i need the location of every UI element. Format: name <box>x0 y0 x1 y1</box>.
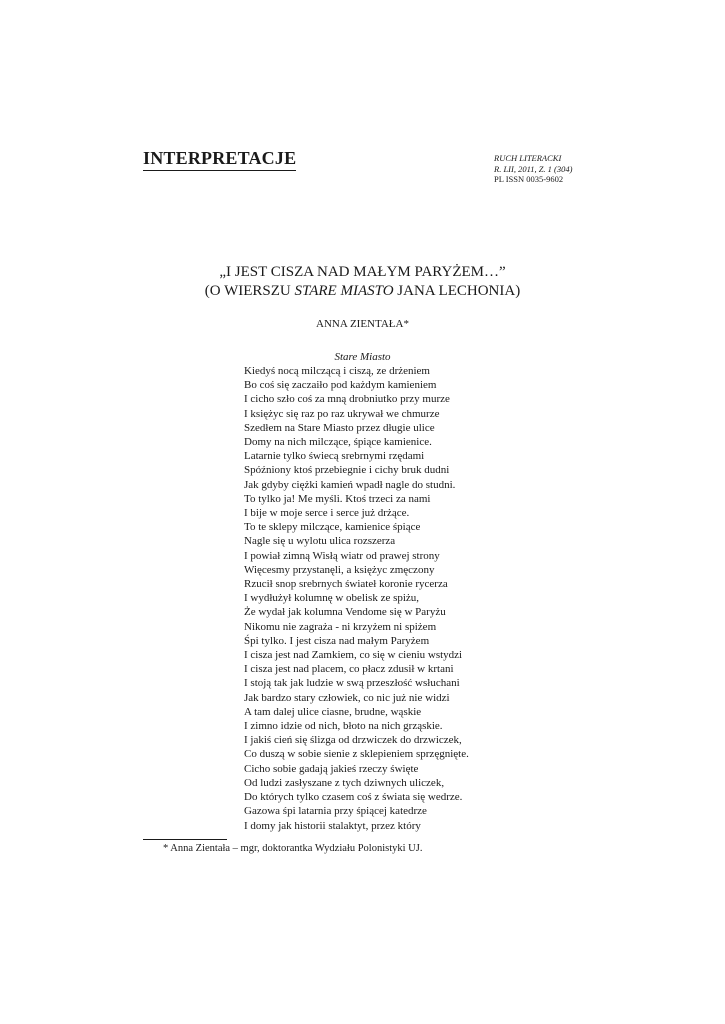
poem-line: I stoją tak jak ludzie w swą przeszłość wsłuchani <box>244 677 460 690</box>
poem-line: I księżyc się raz po raz ukrywał we chmurze <box>244 407 440 420</box>
poem-line: Jak bardzo stary człowiek, co nic już nie widzi <box>244 691 450 704</box>
poem-line: Domy na nich milczące, śpiące kamienice. <box>244 436 432 449</box>
poem-line: Cicho sobie gadają jakieś rzeczy święte <box>244 762 419 775</box>
footnote-divider <box>143 839 227 840</box>
poem-line: Bo coś się zaczaiło pod każdym kamieniem <box>244 379 437 392</box>
footnote: * Anna Zientała – mgr, doktorantka Wydziału Polonistyki UJ. <box>163 843 423 854</box>
poem-title: Stare Miasto <box>334 351 391 363</box>
poem-line: I cicho szło coś za mną drobniutko przy murze <box>244 393 450 406</box>
poem-line: To te sklepy milczące, kamienice śpiące <box>244 521 421 534</box>
journal-issn: PL ISSN 0035-9602 <box>494 174 564 184</box>
poem-line: Gazowa śpi latarnia przy śpiącej katedrze <box>244 805 427 818</box>
journal-volume: R. LII, 2011, Z. 1 (304) <box>494 163 573 174</box>
title-line-2-prefix: (O WIERSZU <box>204 283 295 299</box>
poem-line: Rzucił snop srebrnych świateł koronie rycerza <box>244 578 448 591</box>
title-line-2 <box>0 282 725 301</box>
poem-line: A tam dalej ulice ciasne, brudne, wąskie <box>244 705 422 718</box>
title-line-2-suffix: JANA LECHONIA) <box>393 283 521 299</box>
section-heading: INTERPRETACJE <box>143 147 296 171</box>
poem-line: Śpi tylko. I jest cisza nad małym Paryżem <box>244 634 430 647</box>
poem-line: Nikomu nie zagraża - ni krzyżem ni spiżem <box>244 620 437 633</box>
poem-line: Spóźniony ktoś przebiegnie i cichy bruk dudni <box>244 464 450 477</box>
article-author: ANNA ZIENTAŁA* <box>316 318 409 330</box>
article-title <box>0 263 725 301</box>
poem-line: I domy jak historii stalaktyt, przez który <box>244 819 421 832</box>
poem-body <box>244 364 469 833</box>
poem-line: Kiedyś nocą milczącą i ciszą, ze drżeniem <box>244 365 430 377</box>
poem-line: Co duszą w sobie sienie z sklepieniem sprzęgnięte. <box>244 748 469 761</box>
poem-line: Od ludzi zasłyszane z tych dziwnych uliczek, <box>244 776 445 789</box>
poem-line: I wydłużył kolumnę w obelisk ze spiżu, <box>244 592 420 605</box>
poem-line: Jak gdyby ciężki kamień wpadł nagle do studni. <box>244 478 456 491</box>
journal-name: RUCH LITERACKI <box>494 153 562 163</box>
poem-line: I bije w moje serce i serce już drżące. <box>244 507 410 520</box>
poem-line: Latarnie tylko świecą srebrnymi rzędami <box>244 450 425 463</box>
poem-line: I cisza jest nad Zamkiem, co się w cieniu wstydzi <box>244 649 463 662</box>
journal-info <box>494 153 572 185</box>
poem-line: I zimno idzie od nich, błoto na nich grząskie. <box>244 720 443 733</box>
poem-line: Nagle się u wylotu ulica rozszerza <box>244 535 396 548</box>
title-line-2-italic: STARE MIASTO <box>294 283 394 299</box>
poem-line: Więcesmy przystanęli, a księżyc zmęczony <box>244 563 435 576</box>
poem-line: I powiał zimną Wisłą wiatr od prawej strony <box>244 549 440 562</box>
poem-line: Do których tylko czasem coś z świata się wedrze. <box>244 791 463 804</box>
poem-line: To tylko ja! Me myśli. Ktoś trzeci za nami <box>244 492 431 505</box>
poem-line: I cisza jest nad placem, co płacz zdusił w krtani <box>244 663 454 676</box>
poem-line: Szedłem na Stare Miasto przez długie ulice <box>244 421 435 434</box>
poem-line: I jakiś cień się ślizga od drzwiczek do drzwiczek, <box>244 734 462 747</box>
title-line-1: „I JEST CISZA NAD MAŁYM PARYŻEM…” <box>219 264 506 280</box>
poem-line: Że wydał jak kolumna Vendome się w Paryżu <box>244 606 446 619</box>
